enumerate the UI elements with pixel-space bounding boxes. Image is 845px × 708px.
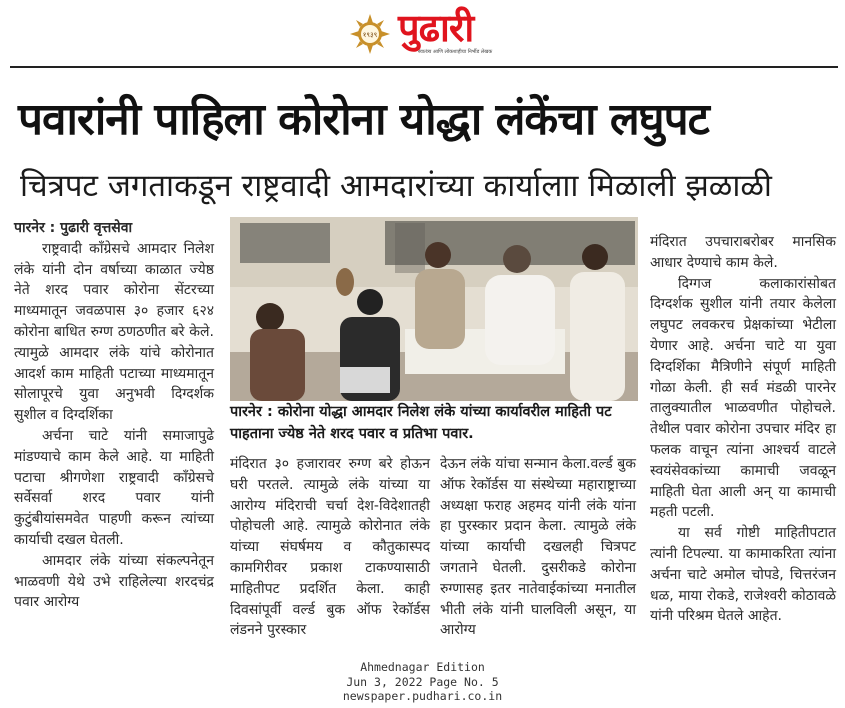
article-column-2 (230, 454, 430, 641)
article-column-1 (14, 218, 214, 613)
edition-date-page: Jun 3, 2022 Page No. 5 (346, 674, 499, 689)
caption-location: पारनेर : (230, 404, 273, 420)
article-paragraph: अर्चना चाटे यांनी समाजापुढे मांडण्याचे काम केले आहे. या माहिती पटाचा श्रीगणेशा राष्ट्रवादी काँग्रेसचे सर्वेसर्वा शरद पवार यांनी कुटुंबीयांसमवेत पाहणी करून त्यांच्या कार्याची दखल घेतली. (14, 427, 214, 548)
article-paragraph: या सर्व गोष्टी माहितीपटात त्यांनी टिपल्या. या कामाकरिता त्यांना अर्चना चाटे अमोल चोपडे, चित्तरंजन धळ, माया रोकडे, राजेश्वरी कोठावळे यांनी परिश्रम घेतले आहेत. (650, 525, 836, 625)
article-column-4 (650, 232, 836, 627)
byline: पारनेर : पुढारी वृत्तसेवा (14, 220, 133, 236)
masthead (0, 0, 845, 62)
photo-caption (230, 401, 636, 449)
emblem-year: १९३९ (362, 31, 378, 39)
photo-illustration (230, 217, 638, 401)
headline: पवारांनी पाहिला कोरोना योद्धा लंकेंचा लघुपट (18, 94, 709, 145)
article-photo (230, 217, 638, 401)
article-paragraph: देऊन लंके यांचा सन्मान केला.वर्ल्ड बुक ऑफ रेकॉर्डस या संस्थेच्या महाराष्ट्राच्या अध्यक्षा फराह अहमद यांनी लंके यांना हा पुरस्कार प्रदान केला. त्यामुळे लंके यांच्या कार्याची दखलही चित्रपट जगताने घेतली. दुसरीकडे कोरोना रुग्णासह इतर नातेवाईकांच्या मनातील भीती लंके यांनी घालविली असून, या आरोग्य (440, 456, 636, 639)
edition-url: newspaper.pudhari.co.in (342, 689, 503, 703)
edition-name: Ahmednagar Edition (360, 660, 485, 674)
edition-footer (0, 660, 845, 704)
subheadline: चित्रपट जगताकडून राष्ट्रवादी आमदारांच्या कार्यालाा मिळाली झळाळी (20, 168, 772, 204)
article-paragraph: मंदिरात ३० हजारावर रुग्ण बरे होऊन घरी परतले. त्यामुळे लंके यांच्या या आरोग्य मंदिराची चर्चा देश-विदेशातही पोहोचली आहे. त्यामुळे कोरोनात लंके यांच्या संघर्षमय व कौतुकास्पद कामगिरीवर प्रकाश टाकण्यासाठी माहितीपट प्रदर्शित केला. काही दिवसांपूर्वी वर्ल्ड बुक ऑफ रेकॉर्डस लंडनने पुरस्कार (230, 456, 430, 639)
article-paragraph: आमदार लंके यांच्या संकल्पनेतून भाळवणी येथे उभे राहिलेल्या शरदचंद्र पवार आरोग्य (14, 552, 214, 611)
article-paragraph: राष्ट्रवादी काँग्रेसचे आमदार निलेश लंके यांनी दोन वर्षाच्या काळात ज्येष्ठ नेते शरद पवार कोरोना सेंटरच्या माध्यमातून जवळपास ३० हजार ६२४ कोरोना बाधित रुग्ण ठणठणीत बरे केले. त्यामुळे आमदार लंके यांचे कोरोनात आदर्श काम माहिती पटाच्या माध्यमातून सोलापूरचे युवा अनुभवी दिग्दर्शक सुशील व दिग्दर्शिका (14, 240, 214, 424)
masthead-divider (10, 66, 838, 68)
newspaper-tagline: स्वातंत्र्य आणि लोकशाहीचा निर्भीड लेखक (418, 49, 493, 55)
article-column-3 (440, 454, 636, 641)
article-paragraph: मंदिरात उपचाराबरोबर मानसिक आधार देण्याचे काम केले. (650, 234, 836, 271)
caption-text: कोरोना योद्धा आमदार निलेश लंके यांच्या कार्यावरील माहिती पट पाहताना ज्येष्ठ नेते शरद पवार व प्रतिभा पवार. (230, 404, 612, 442)
newspaper-emblem-icon (350, 14, 390, 54)
newspaper-logo: पुढारी (398, 6, 474, 50)
article-paragraph: दिग्गज कलाकारांसोबत दिग्दर्शक सुशील यांनी तयार केलेला लघुपट लवकरच प्रेक्षकांच्या भेटीला येणार आहे. अर्चना चाटे या युवा दिग्दर्शिका मैत्रिणीने संपूर्ण माहिती गोळा केली. ही सर्व मंडळी पारनेर तालुक्यातील भाळवणीत पोहोचले. तेथील पवार कोरोना उपचार मंदिर हा फलक वाचून त्यांना आश्चर्य वाटले स्वयंसेवकांच्या कामाची जवळून माहिती घेता आली अन् या कामाची महती पटली. (650, 275, 836, 521)
